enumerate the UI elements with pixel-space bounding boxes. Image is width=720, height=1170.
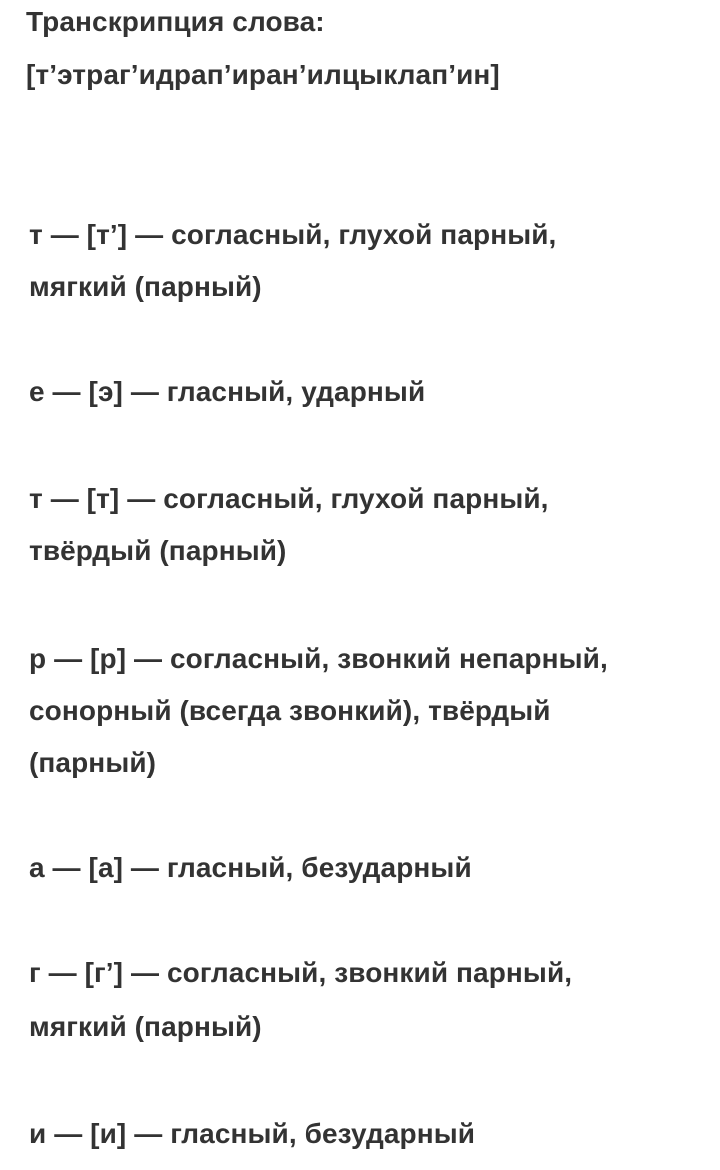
transcription: [т’этраг’идрап’иран’илцыклап’ин] (26, 59, 500, 90)
entry-line: (парный) (29, 747, 157, 778)
entry-line: сонорный (всегда звонкий), твёрдый (29, 695, 551, 726)
title: Транскрипция слова: (26, 6, 325, 37)
entry-line: т — [т] — согласный, глухой парный, (29, 483, 549, 514)
entry-line: мягкий (парный) (29, 1011, 262, 1042)
entry-line: а — [а] — гласный, безударный (29, 852, 472, 883)
entry-line: е — [э] — гласный, ударный (29, 376, 426, 407)
entry-line: твёрдый (парный) (29, 535, 287, 566)
entry-line: г — [г’] — согласный, звонкий парный, (29, 957, 573, 988)
entry-line: и — [и] — гласный, безударный (29, 1118, 476, 1149)
entry-line: т — [т’] — согласный, глухой парный, (29, 219, 557, 250)
entry-line: мягкий (парный) (29, 271, 262, 302)
entry-line: р — [р] — согласный, звонкий непарный, (29, 643, 608, 674)
